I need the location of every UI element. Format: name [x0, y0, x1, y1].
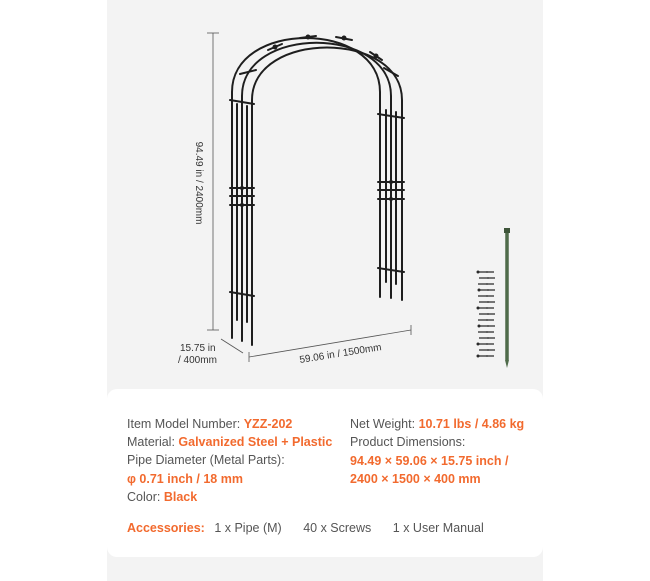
pipe-diameter-value: φ 0.71 inch / 18 mm: [127, 472, 243, 486]
material-label: Material:: [127, 435, 179, 449]
pipe-accessory: [504, 228, 510, 368]
accessory-item: 1 x Pipe (M): [214, 521, 282, 535]
model-number-row: [127, 416, 292, 432]
screws-accessory: [478, 272, 495, 356]
accessories-row: [127, 520, 484, 536]
accessory-item: 40 x Screws: [303, 521, 372, 535]
pipe-diameter-label: Pipe Diameter (Metal Parts):: [127, 453, 285, 467]
arch-frame: [230, 36, 404, 345]
net-weight-row: [350, 416, 524, 432]
arch-joints: [240, 35, 393, 208]
model-number-label: Item Model Number:: [127, 417, 244, 431]
product-dimensions-label: Product Dimensions:: [350, 435, 466, 449]
net-weight-label: Net Weight:: [350, 417, 419, 431]
depth-dimension-label-mm: / 400mm: [178, 355, 217, 366]
net-weight-value: 10.71 lbs / 4.86 kg: [418, 417, 525, 431]
color-label: Color:: [127, 490, 164, 504]
accessory-item: 1 x User Manual: [392, 521, 484, 535]
model-number-value: YZZ-202: [243, 417, 293, 431]
product-dimensions-value-1: 94.49 × 59.06 × 15.75 inch /: [350, 454, 509, 468]
width-dimension-label: 59.06 in / 1500mm: [298, 342, 383, 366]
color-value: Black: [163, 490, 198, 504]
height-dimension-label: 94.49 in / 2400mm: [193, 141, 204, 225]
material-row: [127, 434, 332, 450]
spec-card: [107, 389, 543, 557]
accessories-label: Accessories:: [127, 521, 205, 535]
depth-dimension-label-in: 15.75 in: [180, 343, 216, 354]
color-row: [127, 489, 197, 505]
product-dimensions-value-2: 2400 × 1500 × 400 mm: [350, 472, 481, 486]
material-value: Galvanized Steel + Plastic: [178, 435, 333, 449]
